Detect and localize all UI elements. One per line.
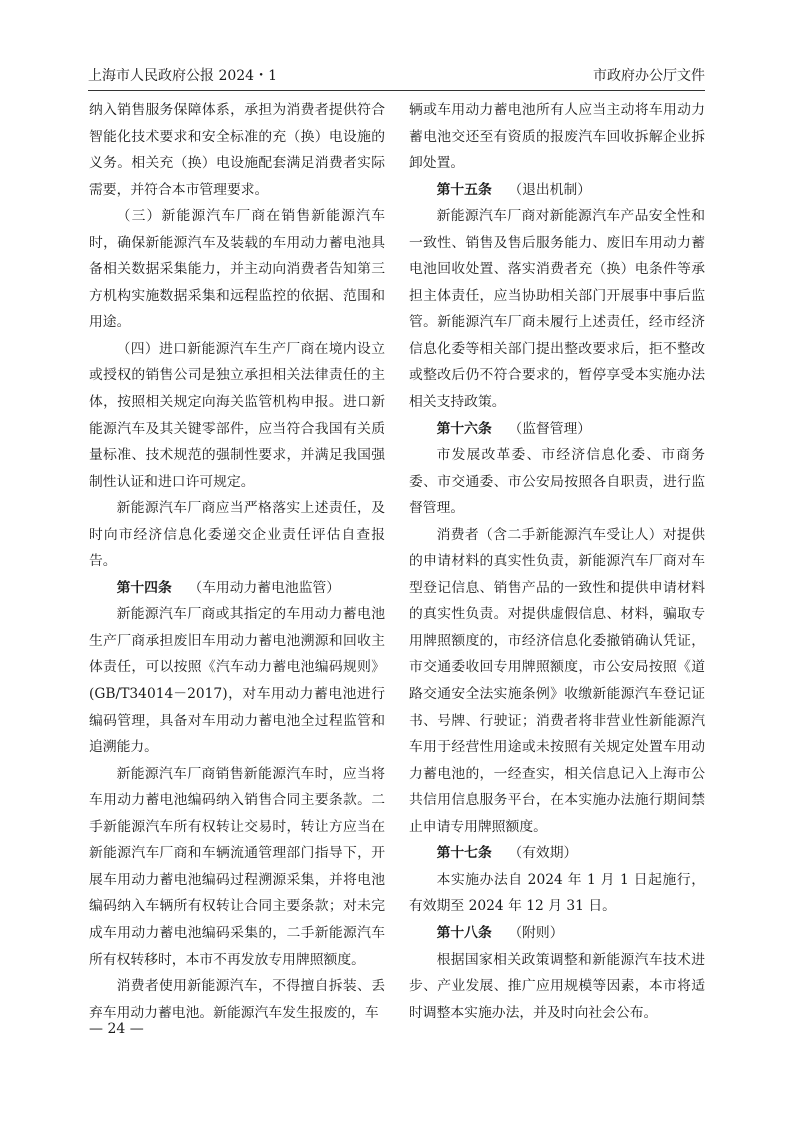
- paragraph: 纳入销售服务保障体系，承担为消费者提供符合智能化技术要求和安全标准的充（换）电设施的义务。相关充（换）电设施配套满足消费者实际需要，并符合本市管理要求。: [89, 102, 385, 198]
- article-number: 第十四条: [116, 579, 172, 596]
- paragraph: 根据国家相关政策调整和新能源汽车技术进步、产业发展、推广应用规模等因素，本市将适时调整本实施办法，并及时向社会公布。: [409, 951, 705, 1021]
- article-heading: [409, 416, 705, 443]
- article-number: 第十六条: [436, 420, 492, 437]
- paragraph: 消费者（含二手新能源汽车受让人）对提供的申请材料的真实性负责，新能源汽车厂商对车型登记信息、销售产品的一致性和提供申请材料的真实性负责。对提供虚假信息、材料，骗取专用牌照额度的，市经济信息化委撤销确认凭证，市交通委收回专用牌照额度，市公安局按照《道路交通安全法实施条例》收缴新能源汽车登记证书、号牌、行驶证；消费者将非营业性新能源汽车用于经营性用途或未按照有关规定处置车用动力蓄电池的，一经查实，相关信息记入上海市公共信用信息服务平台，在本实施办法施行期间禁止申请专用牌照额度。: [409, 526, 705, 835]
- header-divider: [88, 90, 705, 91]
- article-heading: [89, 575, 385, 602]
- paragraph: （四）进口新能源汽车生产厂商在境内设立或授权的销售公司是独立承担相关法律责任的主体，按照相关规定向海关监管机构申报。进口新能源汽车及其关键零部件，应当符合我国有关质量标准、技术规范的强制性要求，并满足我国强制性认证和进口许可规定。: [89, 340, 385, 490]
- paragraph: 新能源汽车厂商或其指定的车用动力蓄电池生产厂商承担废旧车用动力蓄电池溯源和回收主体责任，可以按照《汽车动力蓄电池编码规则》(GB/T34014－2017)，对车用动力蓄电池进行编码管理，具备对车用动力蓄电池全过程监管和追溯能力。: [89, 606, 385, 756]
- article-number: 第十八条: [436, 924, 492, 941]
- paragraph: 本实施办法自 2024 年 1 月 1 日起施行，有效期至 2024 年 12 月 31 日。: [409, 871, 705, 915]
- article-heading: [409, 920, 705, 947]
- article-title: （退出机制）: [508, 181, 592, 198]
- paragraph: 消费者使用新能源汽车，不得擅自拆装、丢弃车用动力蓄电池。新能源汽车发生报废的，车: [89, 978, 385, 1021]
- paragraph: 市发展改革委、市经济信息化委、市商务委、市交通委、市公安局按照各自职责，进行监督管理。: [409, 447, 705, 517]
- paragraph: （三）新能源汽车厂商在销售新能源汽车时，确保新能源汽车及装载的车用动力蓄电池具备相关数据采集能力，并主动向消费者告知第三方机构实施数据采集和远程监控的依据、范围和用途。: [89, 208, 385, 331]
- running-header: [88, 64, 705, 88]
- paragraph: 新能源汽车厂商应当严格落实上述责任，及时向市经济信息化委递交企业责任评估自查报告。: [89, 500, 385, 570]
- article-number: 第十七条: [436, 845, 492, 862]
- article-title: （有效期）: [508, 845, 578, 862]
- article-heading: [409, 840, 705, 867]
- page-number: — 24 —: [89, 1021, 144, 1037]
- article-title: （附则）: [508, 924, 564, 941]
- paragraph: 新能源汽车厂商销售新能源汽车时，应当将车用动力蓄电池编码纳入销售合同主要条款。二手新能源汽车所有权转让交易时，转让方应当在新能源汽车厂商和车辆流通管理部门指导下，开展车用动力蓄电池编码过程溯源采集，并将电池编码纳入车辆所有权转让合同主要条款；对未完成车用动力蓄电池编码采集的，二手新能源汽车所有权转移时，本市不再发放专用牌照额度。: [89, 765, 385, 968]
- article-number: 第十五条: [436, 181, 492, 198]
- article-title: （监督管理）: [508, 420, 592, 437]
- document-category: 市政府办公厅文件: [593, 68, 705, 84]
- left-column: [89, 97, 385, 1026]
- paragraph: 新能源汽车厂商对新能源汽车产品安全性和一致性、销售及售后服务能力、废旧车用动力蓄电池回收处置、落实消费者充（换）电条件等承担主体责任，应当协助相关部门开展事中事后监管。新能源汽车厂商未履行上述责任，经市经济信息化委等相关部门提出整改要求后，拒不整改或整改后仍不符合要求的，暂停享受本实施办法相关支持政策。: [409, 208, 705, 411]
- paragraph: 辆或车用动力蓄电池所有人应当主动将车用动力蓄电池交还至有资质的报废汽车回收拆解企业拆卸处置。: [409, 102, 705, 172]
- article-title: （车用动力蓄电池监管）: [188, 579, 341, 596]
- right-column: [409, 97, 705, 1026]
- article-heading: [409, 177, 705, 204]
- gazette-title: 上海市人民政府公报 2024・1: [88, 68, 277, 84]
